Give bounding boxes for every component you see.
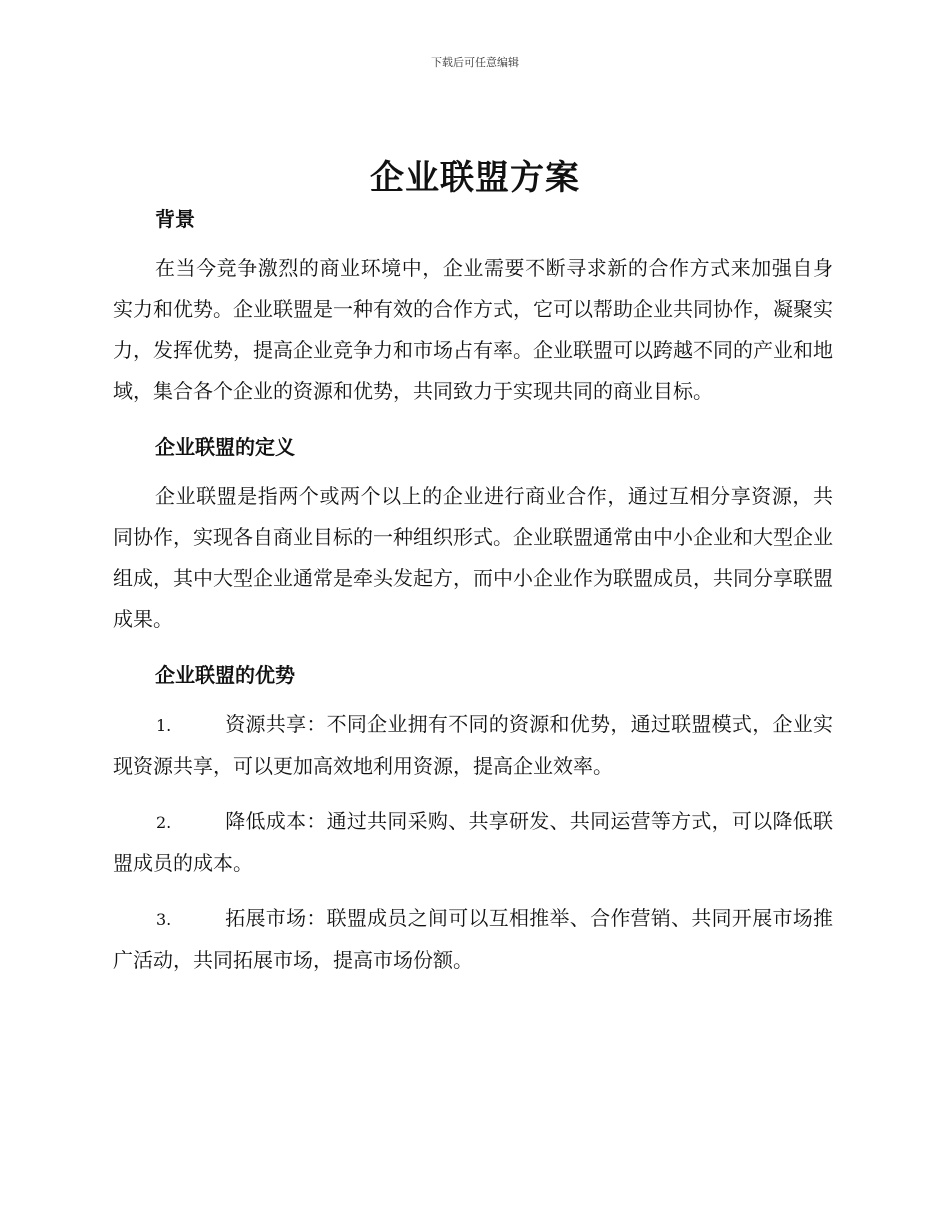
list-item-number: 1.: [156, 716, 172, 735]
list-item: [113, 801, 833, 884]
list-item-number: 2.: [156, 813, 172, 832]
paragraph-background: 在当今竞争激烈的商业环境中，企业需要不断寻求新的合作方式来加强自身实力和优势。企业联盟是一种有效的合作方式，它可以帮助企业共同协作，凝聚实力，发挥优势，提高企业竞争力和市场占有率。企业联盟可以跨越不同的产业和地域，集合各个企业的资源和优势，共同致力于实现共同的商业目标。: [113, 256, 833, 403]
page-header-note: 下载后可任意编辑: [431, 56, 519, 69]
section-heading-definition: 企业联盟的定义: [155, 435, 295, 459]
list-item-text: 拓展市场：联盟成员之间可以互相推举、合作营销、共同开展市场推广活动，共同拓展市场，提高市场份额。: [113, 906, 833, 972]
section-heading-background: 背景: [155, 207, 195, 231]
list-item: [113, 704, 833, 787]
list-item-text: 降低成本：通过共同采购、共享研发、共同运营等方式，可以降低联盟成员的成本。: [113, 809, 833, 875]
list-item-number: 3.: [156, 910, 172, 929]
section-heading-advantages: 企业联盟的优势: [155, 663, 295, 687]
list-item-text: 资源共享：不同企业拥有不同的资源和优势，通过联盟模式，企业实现资源共享，可以更加高效地利用资源，提高企业效率。: [113, 712, 833, 778]
document-title: 企业联盟方案: [370, 158, 580, 198]
paragraph-definition: 企业联盟是指两个或两个以上的企业进行商业合作，通过互相分享资源，共同协作，实现各自商业目标的一种组织形式。企业联盟通常由中小企业和大型企业组成，其中大型企业通常是牵头发起方，而中小企业作为联盟成员，共同分享联盟成果。: [113, 484, 833, 631]
list-item: [113, 898, 833, 981]
document-body: [113, 204, 833, 981]
